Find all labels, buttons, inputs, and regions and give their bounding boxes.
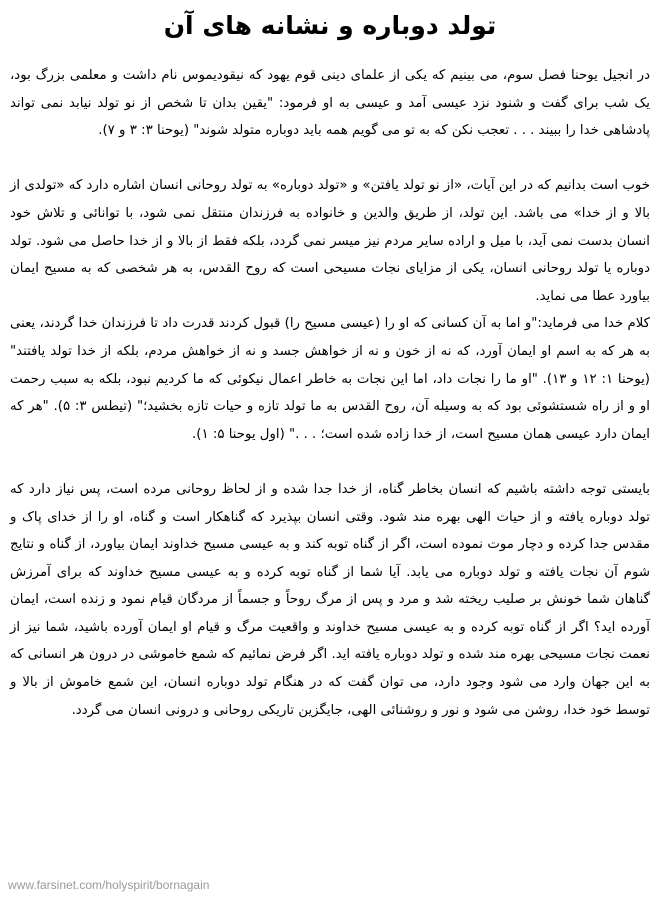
article-body [10, 62, 650, 724]
paragraph-4: بایستی توجه داشته باشیم که انسان بخاطر گناه، از خدا جدا شده و از لحاظ روحانی مرده است، پس نیاز دارد که تولد دوباره یافته و از حیات الهی بهره مند شود. وقتی انسان بپذیرد که گناهکار است و گناه، او را از خدای پاک و مقدس جدا کرده و دچار موت نموده است، اگر از گناه توبه کند و به عیسی مسیح خداوند ایمان بیاورد، از گناه و نتایج شوم آن نجات یافته و تولد دوباره می یابد. آیا شما از گناه توبه کرده و به عیسی مسیح خداوند که برای آمرزش گناهان شما خونش بر صلیب ریخته شد و مرد و پس از مرگ روحاً و جسماً از مردگان قیام نمود و زنده است، ایمان آورده اید؟ اگر از گناه توبه کرده و به عیسی مسیح خداوند و واقعیت مرگ و قیام او ایمان آورده باشید، شما نیز از نعمت نجات مسیحی بهره مند شده و تولد دوباره یافته اید. اگر فرض نمائیم که شمع خاموشی در درون هر انسانی که به این جهان وارد می شود وجود دارد، می توان گفت که در هنگام تولد دوباره انسان، این شمع خاموش از بالا و توسط خود خدا، روشن می شود و نور و روشنائی الهی، جایگزین تاریکی روحانی و درونی انسان می گردد. [10, 481, 650, 718]
paragraph-2: خوب است بدانیم که در این آیات، «از نو تولد یافتن» و «تولد دوباره» به تولد روحانی انسان اشاره دارد که «تولدی از بالا و از خدا» می باشد. این تولد، از طریق والدین و خانواده به فرزندان منتقل نمی شود، با توانائی و تلاش خود انسان بدست نمی آید، با میل و اراده سایر مردم نیز میسر نمی گردد، بلکه فقط از بالا و از خدا حاصل می شود. تولد دوباره یا تولد روحانی انسان، یکی از مزایای نجات مسیحی است که روح القدس، به هر شخصی که به مسیح ایمان بیاورد عطا می نماید. [10, 178, 650, 304]
paragraph-3: کلام خدا می فرماید:"و اما به آن کسانی که او را (عیسی مسیح را) قبول کردند قدرت داد تا فرزندان خدا گردند، یعنی به هر که به اسم او ایمان آورد، که نه از خون و نه از خواهش جسد و نه از خواهش مردم، بلکه از خدا تولد یافتند" (یوحنا ۱: ۱۲ و ۱۳). "او ما را نجات داد، اما این نجات به خاطر اعمال نیکوئی که ما کردیم نبود، بلکه به سبب رحمت او و از راه شستشوئی بود که به وسیله آن، روح القدس به ما تولد تازه و حیات تازه بخشید؛" (تیطس ۳: ۵). "هر که ایمان دارد عیسی همان مسیح است، از خدا زاده شده است؛ . . ." (اول یوحنا ۵: ۱). [10, 316, 650, 442]
footer-url: www.farsinet.com/holyspirit/bornagain [8, 878, 210, 892]
paragraph-1: در انجیل یوحنا فصل سوم، می بینیم که یکی از علمای دینی قوم یهود که نیقودیموس نام داشت و معلمی بزرگ بود، یک شب برای گفت و شنود نزد عیسی آمد و عیسی به او فرمود: "یقین بدان تا شخص از نو تولد نیابد نمی تواند پادشاهی خدا را ببیند . . . تعجب نکن که به تو می گویم همه باید دوباره متولد شوند" (یوحنا ۳: ۳ و ۷). [10, 68, 650, 139]
page-title: تولد دوباره و نشانه های آن [163, 11, 497, 40]
